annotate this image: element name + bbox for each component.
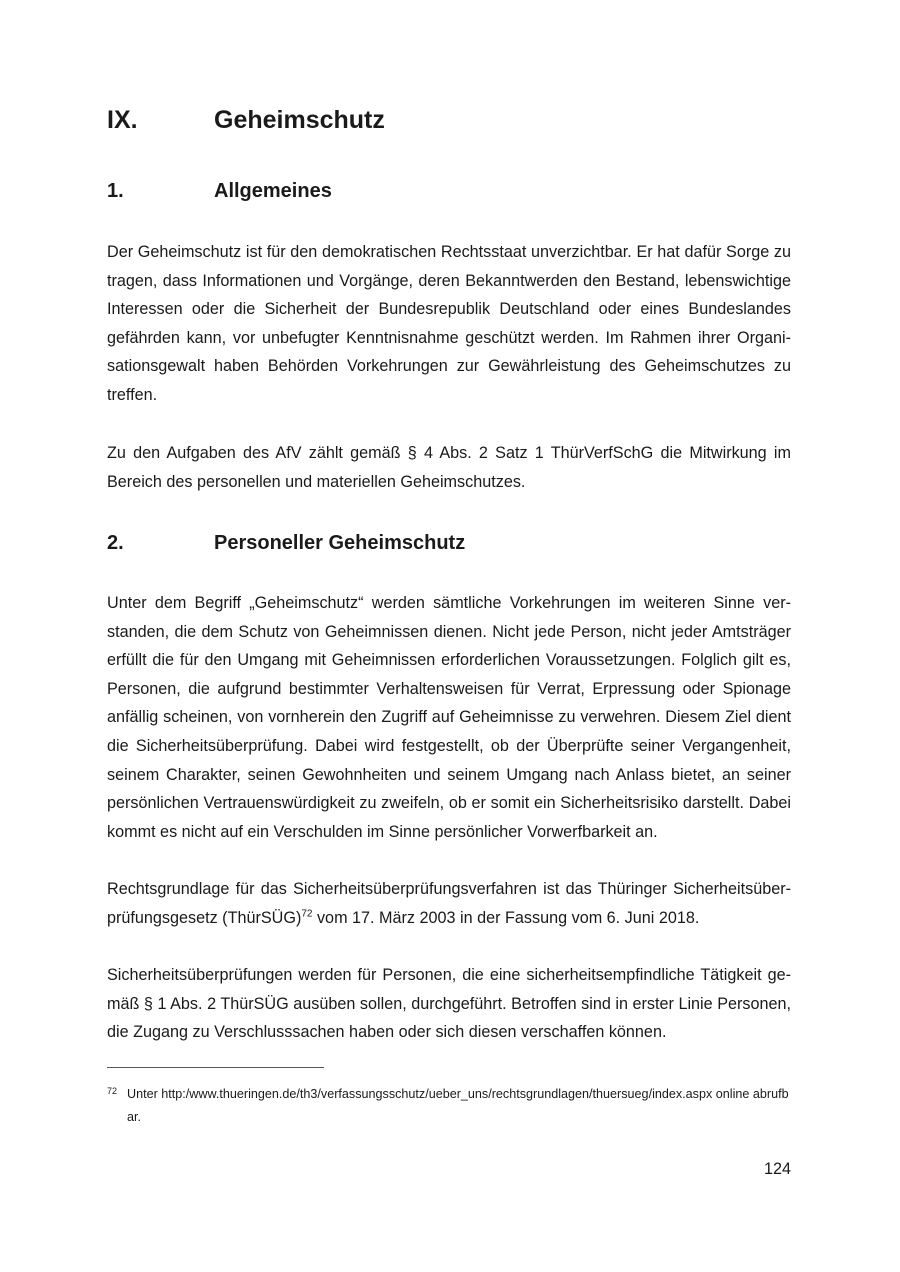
section-1-paragraph-2: Zu den Aufgaben des AfV zählt gemäß § 4 Abs. 2 Satz 1 ThürVerfSchG die Mitwirkung im Bereich des personellen und materiellen Geheimschutzes. xyxy=(107,444,791,491)
section-2-title: Personeller Geheimschutz xyxy=(214,532,466,554)
footnote-text: Unter http:/www.thueringen.de/th3/verfassungsschutz/ueber_uns/rechtsgrundlagen/thuersueg/index.aspx online abrufbar. xyxy=(127,1087,789,1124)
chapter-title: Geheimschutz xyxy=(214,106,385,134)
section-2-number: 2. xyxy=(107,532,124,554)
section-2-paragraph-1: Unter dem Begriff „Geheimschutz“ werden sämtliche Vorkehrungen im weiteren Sinne verstanden, die dem Schutz von Geheimnissen dienen. Nicht jede Person, nicht jeder Amtsträger erfüllt die für den Umgang mit Geheimnissen erforderlichen Voraussetzungen. Folglich gilt es, Personen, die aufgrund bestimmter Verhaltensweisen für Verrat, Erpressung oder Spionage anfällig scheinen, von vornherein den Zugriff auf Geheimnisse zu verwehren. Diesem Ziel dient die Sicherheitsüberprüfung. Dabei wird festgestellt, ob der Überprüfte seiner Vergangenheit, seinem Charakter, seinen Gewohnheiten und seinem Umgang nach Anlass bietet, an seiner persönlichen Vertrauenswürdigkeit zu zweifeln, ob er somit ein Sicherheitsrisiko darstellt. Dabei kommt es nicht auf ein Verschulden im Sinne persönlicher Vorwerfbarkeit an. xyxy=(107,594,791,841)
page-number: 124 xyxy=(763,1160,791,1178)
footnote xyxy=(107,1083,791,1129)
section-2-paragraph-2 xyxy=(107,875,791,932)
footnote-reference: 72 xyxy=(301,908,313,920)
paragraph-2-text-start: Rechtsgrundlage für das Sicherheitsüberprüfungsverfahren ist das Thüringer Sicherheitsüberprüfungsgesetz (ThürSÜG) xyxy=(107,880,791,927)
section-1-paragraph-1: Der Geheimschutz ist für den demokratischen Rechtsstaat unverzichtbar. Er hat dafür Sorge zu tragen, dass Informationen und Vorgänge, deren Bekanntwerden den Bestand, lebenswichtige Interessen oder die Sicherheit der Bundesrepublik Deutschland oder eines Bundeslandes gefährden kann, vor unbefugter Kenntnisnahme geschützt werden. Im Rahmen ihrer Organisationsgewalt haben Behörden Vorkehrungen zur Gewährleistung des Geheimschutzes zu treffen. xyxy=(107,243,791,404)
section-1-title: Allgemeines xyxy=(214,180,332,202)
paragraph-2-text-end: vom 17. März 2003 in der Fassung vom 6. Juni 2018. xyxy=(312,908,700,927)
section-2-paragraph-3: Sicherheitsüberprüfungen werden für Personen, die eine sicherheitsempfindliche Tätigkeit gemäß § 1 Abs. 2 ThürSÜG ausüben sollen, durchgeführt. Betroffen sind in erster Linie Personen, die Zugang zu Verschlusssachen haben oder sich diesen verschaffen können. xyxy=(107,966,791,1042)
footnote-number: 72 xyxy=(107,1086,118,1096)
section-1-number: 1. xyxy=(107,180,124,202)
chapter-number: IX. xyxy=(107,106,138,134)
footnote-divider xyxy=(107,1067,324,1068)
